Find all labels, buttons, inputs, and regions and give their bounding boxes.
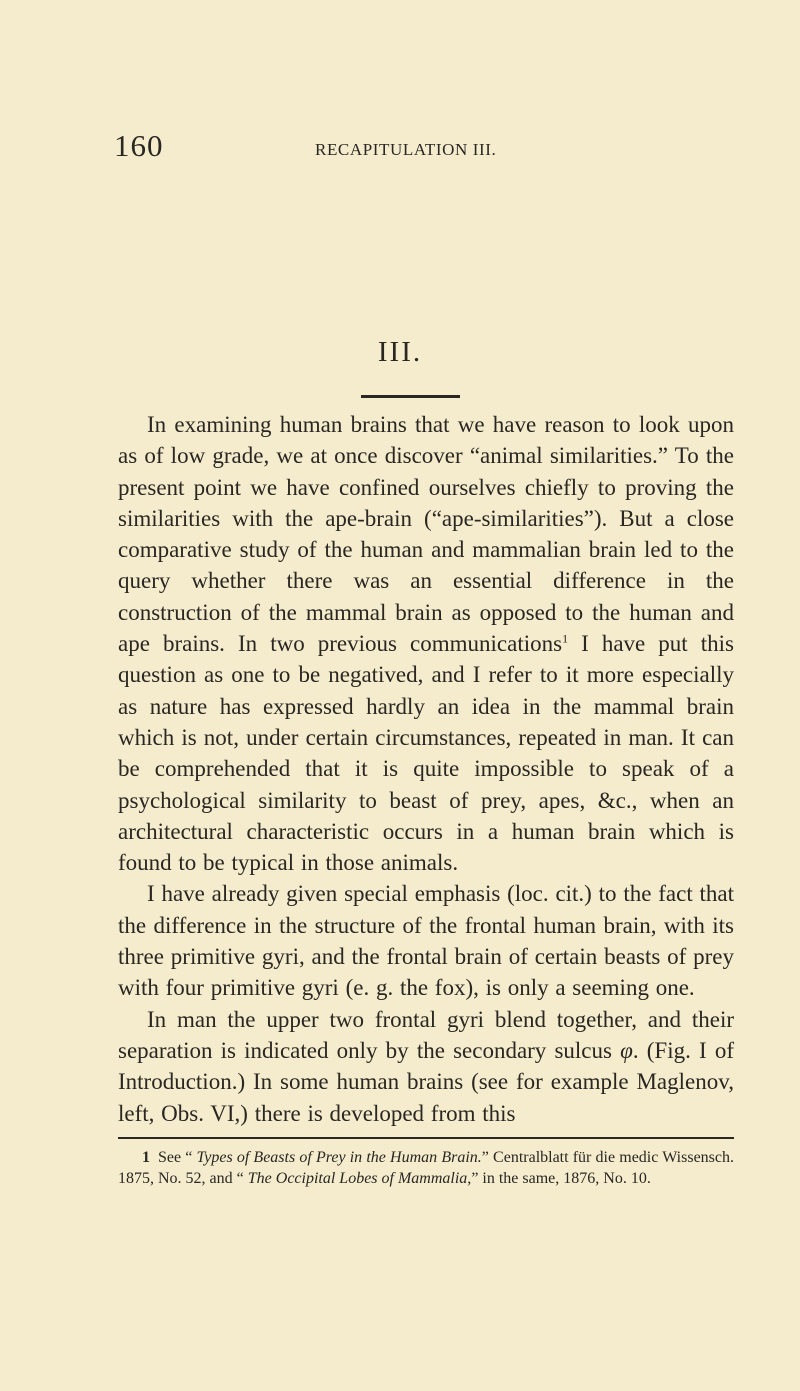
paragraph-3-text-b: . (Fig. I of Introduction.) In some human brains (see for example Maglenov, left, Obs. VI,) there is developed from this xyxy=(118,1037,734,1126)
section-heading: III. xyxy=(377,336,423,368)
paragraph-1 xyxy=(118,409,734,878)
footnote-text-1: See “ xyxy=(158,1149,197,1166)
running-title: RECAPITULATION III. xyxy=(315,140,497,159)
body-text xyxy=(118,409,734,1129)
paragraph-3 xyxy=(118,1004,734,1129)
footnote-title-1: Types of Beasts of Prey in the Human Brain. xyxy=(196,1149,482,1166)
footnote-reference: 1 xyxy=(562,631,569,646)
footnote-rule xyxy=(118,1137,734,1139)
paragraph-2: I have already given special emphasis (loc. cit.) to the fact that the difference in the structure of the frontal human brain, with its three primitive gyri, and the frontal brain of certain beasts of prey with four primitive gyri (e. g. the fox), is only a seeming one. xyxy=(118,881,734,1001)
paragraph-1-text-b: I have put this question as one to be negatived, and I refer to it more especially as nature has expressed hardly an idea in the mammal brain which is not, under certain circumstances, repeated in man. It can be comprehended that it is quite impossible to speak of a psychological similarity to beast of prey, apes, &c., when an architectural characteristic occurs in a human brain which is found to be typical in those animals. xyxy=(118,631,734,876)
sulcus-symbol: φ xyxy=(620,1037,633,1063)
paragraph-3-text-a: In man the upper two frontal gyri blend together, and their separation is indicated only by the secondary sulcus xyxy=(118,1006,734,1063)
footnote-marker: 1 xyxy=(142,1149,150,1166)
footnote xyxy=(118,1147,734,1189)
footnote-text-3: ” in the same, 1876, No. 10. xyxy=(471,1170,651,1187)
paragraph-1-text-a: In examining human brains that we have reason to look upon as of low grade, we at once discover “animal similarities.” To the present point we have confined ourselves chiefly to proving the similarities with the ape-brain (“ape-similarities”). But a close comparative study of the human and mammalian brain led to the query whether there was an essential difference in the construction of the mammal brain as opposed to the human and ape brains. In two previous communications xyxy=(118,412,734,657)
footnote-text-2: ” Centralblatt für die medic Wissensch. 1875, No. 52, and “ xyxy=(118,1149,735,1187)
footnote-title-2: The Occipital Lobes of Mammalia, xyxy=(247,1170,472,1187)
page-number: 160 xyxy=(114,128,164,163)
heading-rule xyxy=(361,395,460,398)
